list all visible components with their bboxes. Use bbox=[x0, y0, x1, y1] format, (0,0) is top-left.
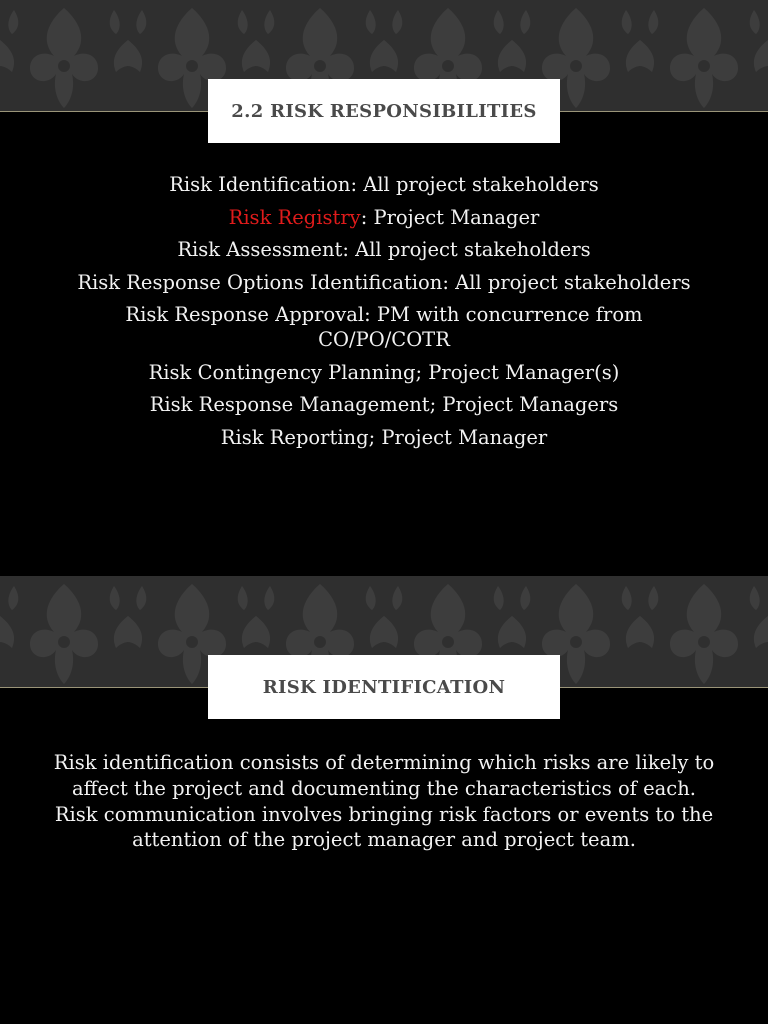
list-item bbox=[70, 392, 698, 417]
item-text: Risk Assessment: All project stakeholders bbox=[177, 238, 591, 261]
list-item bbox=[70, 270, 698, 295]
slide-paragraph: Risk identification consists of determining which risks are likely to affect the project and documenting the characteristics of each. Risk communication involves bringing risk factors or events to the attention of the project manager and project team. bbox=[53, 751, 715, 852]
slide-title: 2.2 RISK RESPONSIBILITIES bbox=[208, 79, 560, 143]
item-text: Risk Contingency Planning; Project Manager(s) bbox=[148, 360, 620, 384]
item-text-after: : Project Manager bbox=[360, 205, 540, 229]
list-item bbox=[70, 172, 698, 197]
list-item bbox=[70, 205, 698, 230]
item-text: Risk Response Options Identification: All project stakeholders bbox=[77, 270, 691, 294]
slide-risk-identification bbox=[0, 576, 768, 1024]
risk-registry-link[interactable]: Risk Registry bbox=[228, 205, 361, 229]
list-item bbox=[70, 425, 698, 450]
item-text: Risk Response Management; Project Managers bbox=[149, 393, 619, 416]
item-text: Risk Response Approval: PM with concurrence from CO/PO/COTR bbox=[125, 303, 643, 351]
list-item bbox=[70, 360, 698, 385]
list-item bbox=[70, 237, 698, 262]
item-text: Risk Reporting; Project Manager bbox=[220, 425, 548, 449]
list-item bbox=[70, 302, 698, 352]
slide-title: RISK IDENTIFICATION bbox=[208, 655, 560, 719]
item-text: Risk Identification: All project stakeholders bbox=[169, 173, 599, 196]
responsibility-list bbox=[70, 172, 698, 457]
